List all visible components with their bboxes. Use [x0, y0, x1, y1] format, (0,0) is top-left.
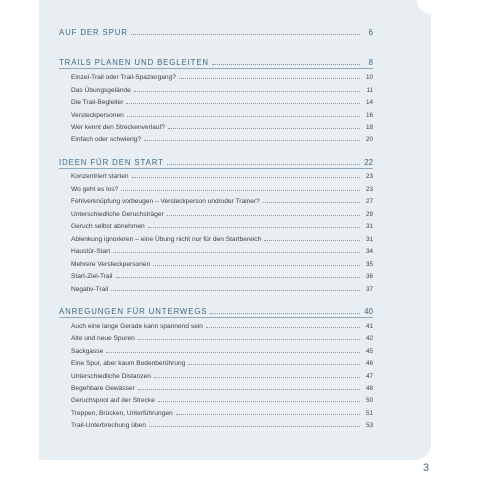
- leader-dots: [167, 215, 360, 216]
- toc-item[interactable]: [71, 69, 373, 81]
- item-label: Mehrere Versteckpersonen: [71, 261, 151, 268]
- item-page: 50: [365, 397, 373, 404]
- toc-item[interactable]: [71, 355, 373, 367]
- toc-item[interactable]: [71, 94, 373, 106]
- item-label: Begehbare Gewässer: [71, 385, 135, 392]
- item-page: 48: [365, 385, 373, 392]
- item-page: 34: [365, 248, 373, 255]
- toc-item[interactable]: [71, 131, 373, 143]
- toc-item[interactable]: [71, 380, 373, 392]
- leader-dots: [168, 128, 360, 129]
- leader-dots: [158, 401, 360, 402]
- leader-dots: [188, 364, 360, 365]
- toc-item[interactable]: [71, 330, 373, 342]
- toc-item[interactable]: [71, 206, 373, 218]
- leader-dots: [153, 265, 360, 266]
- item-page: 14: [365, 99, 373, 106]
- toc-item[interactable]: [71, 82, 373, 94]
- leader-dots: [116, 277, 360, 278]
- leader-dots: [134, 91, 360, 92]
- item-label: Wo geht es los?: [71, 186, 119, 193]
- item-page: 31: [365, 223, 373, 230]
- toc-section-auf-der-spur[interactable]: [59, 25, 373, 37]
- leader-dots: [121, 190, 360, 191]
- leader-dots: [131, 34, 360, 35]
- toc-item[interactable]: [71, 107, 373, 119]
- item-label: Treppen, Brücken, Unterführungen: [71, 410, 173, 417]
- toc-section-anregungen-fuer-unterwegs[interactable]: [59, 304, 373, 316]
- item-label: Alte und neue Spuren: [71, 335, 135, 342]
- item-page: 35: [365, 261, 373, 268]
- leader-dots: [138, 339, 360, 340]
- item-page: 11: [366, 87, 373, 94]
- leader-dots: [179, 78, 360, 79]
- leader-dots: [106, 352, 360, 353]
- item-label: Einzel-Trail oder Trail-Spaziergang?: [71, 74, 176, 81]
- toc-item[interactable]: [71, 268, 373, 280]
- section-page: 22: [364, 158, 373, 167]
- toc-item[interactable]: [71, 343, 373, 355]
- toc-item[interactable]: [71, 119, 373, 131]
- item-page: 53: [365, 422, 373, 429]
- toc-section-ideen-fuer-den-start[interactable]: [59, 155, 373, 167]
- item-page: 41: [365, 323, 373, 330]
- item-label: Ablenkung ignorieren – eine Übung nicht nur für den Startbereich: [71, 236, 262, 243]
- item-label: Haustür-Start: [71, 248, 111, 255]
- section-page: 40: [364, 307, 373, 316]
- toc-item[interactable]: [71, 281, 373, 293]
- leader-dots: [113, 252, 360, 253]
- item-page: 23: [365, 186, 373, 193]
- section-page: 6: [368, 28, 373, 37]
- toc-item[interactable]: [71, 181, 373, 193]
- leader-dots: [154, 377, 360, 378]
- leader-dots: [167, 164, 360, 165]
- toc-item[interactable]: [71, 405, 373, 417]
- item-page: 23: [365, 173, 373, 180]
- item-page: 45: [365, 348, 373, 355]
- leader-dots: [149, 426, 360, 427]
- item-label: Unterschiedliche Distanzen: [71, 373, 151, 380]
- leader-dots: [111, 290, 360, 291]
- toc-item[interactable]: [71, 256, 373, 268]
- item-page: 10: [365, 74, 373, 81]
- leader-dots: [212, 64, 360, 65]
- item-page: 51: [365, 410, 373, 417]
- item-label: Das Übungsgelände: [71, 87, 131, 94]
- item-label: Negativ-Trail: [71, 286, 109, 293]
- item-page: 16: [365, 112, 373, 119]
- toc-item[interactable]: [71, 368, 373, 380]
- item-page: 29: [365, 211, 373, 218]
- section-title: IDEEN FÜR DEN START: [59, 158, 164, 167]
- leader-dots: [206, 327, 360, 328]
- toc-item[interactable]: [71, 417, 373, 429]
- page-number: 3: [423, 462, 430, 474]
- item-label: Die Trail-Begleiter: [71, 99, 124, 106]
- section-title: AUF DER SPUR: [59, 28, 128, 37]
- leader-dots: [176, 414, 360, 415]
- item-label: Wer kennt den Streckenverlauf?: [71, 124, 166, 131]
- item-label: Geruchspool auf der Strecke: [71, 397, 155, 404]
- item-label: Konzentriert starten: [71, 173, 129, 180]
- item-label: Trail-Unterbrechung üben: [71, 422, 146, 429]
- toc-item[interactable]: [71, 218, 373, 230]
- item-label: Auch eine lange Gerade kann spannend sein: [71, 323, 203, 330]
- toc-item[interactable]: [71, 231, 373, 243]
- leader-dots: [148, 227, 360, 228]
- item-label: Einfach oder schwierig?: [71, 136, 142, 143]
- item-label: Start-Ziel-Trail: [71, 273, 113, 280]
- item-label: Eine Spur, aber kaum Bodenberührung: [71, 360, 186, 367]
- item-page: 47: [365, 373, 373, 380]
- item-label: Unterschiedliche Geruchsträger: [71, 211, 164, 218]
- toc-item[interactable]: [71, 168, 373, 180]
- toc-item[interactable]: [71, 193, 373, 205]
- item-label: Fehlverknüpfung vorbeugen – Versteckperson und/oder Trainer?: [71, 198, 260, 205]
- item-label: Geruch selbst abnehmen: [71, 223, 145, 230]
- item-label: Versteckpersonen: [71, 112, 124, 119]
- item-page: 20: [365, 136, 373, 143]
- leader-dots: [264, 240, 360, 241]
- item-page: 18: [365, 124, 373, 131]
- item-page: 31: [365, 236, 373, 243]
- item-page: 46: [365, 360, 373, 367]
- item-label: Sackgasse: [71, 348, 104, 355]
- item-page: 37: [365, 286, 373, 293]
- toc-section-trails-planen[interactable]: [59, 55, 373, 67]
- leader-dots: [132, 177, 360, 178]
- section-title: ANREGUNGEN FÜR UNTERWEGS: [59, 307, 208, 316]
- section-page: 8: [368, 58, 373, 67]
- leader-dots: [263, 202, 360, 203]
- item-page: 36: [365, 273, 373, 280]
- leader-dots: [210, 313, 360, 314]
- table-of-contents: [59, 0, 373, 460]
- leader-dots: [138, 389, 360, 390]
- leader-dots: [144, 140, 360, 141]
- toc-item[interactable]: [71, 243, 373, 255]
- toc-item[interactable]: [71, 318, 373, 330]
- leader-dots: [126, 103, 360, 104]
- section-title: TRAILS PLANEN UND BEGLEITEN: [59, 58, 209, 67]
- item-page: 42: [365, 335, 373, 342]
- toc-item[interactable]: [71, 392, 373, 404]
- leader-dots: [127, 116, 360, 117]
- item-page: 27: [365, 198, 373, 205]
